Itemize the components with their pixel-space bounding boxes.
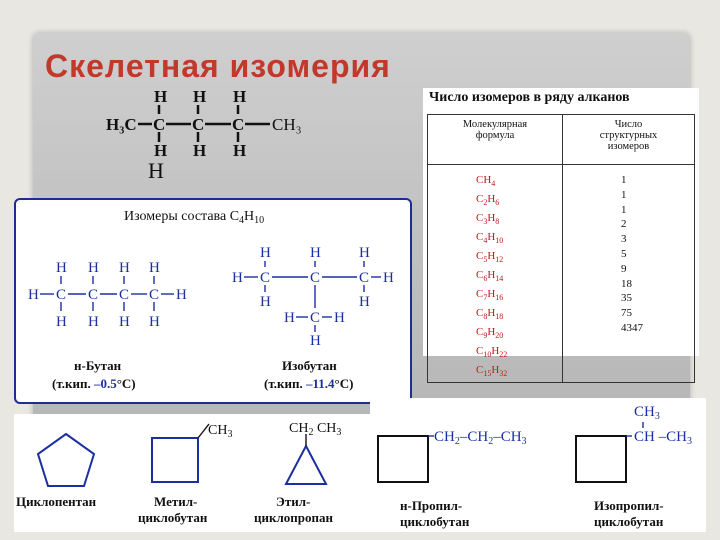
svg-text:C: C <box>119 287 130 303</box>
svg-text:H: H <box>359 245 370 261</box>
methylcyclobutane-label-1: Метил- <box>154 494 198 509</box>
svg-text:H: H <box>334 310 345 326</box>
svg-text:H: H <box>56 314 67 330</box>
cycloalkanes-panel-1 <box>14 414 370 532</box>
svg-text:H: H <box>149 260 160 276</box>
isopropyl-ch3-top: $CH_3$ <box>634 404 660 422</box>
c4h10-isomers-panel <box>14 198 412 404</box>
propylcyclobutane-ring <box>378 436 428 482</box>
formula-cell: $C_9H_{20}$ <box>476 325 504 341</box>
formula-cell: $C_{10}H_{22}$ <box>476 344 508 360</box>
formula-cell: $C_8H_{18}$ <box>476 306 504 322</box>
svg-text:C: C <box>56 287 67 303</box>
formula-cell: $C_6H_{14}$ <box>476 268 504 284</box>
isopropylcyclobutane-ring <box>576 436 626 482</box>
propane-formula <box>100 84 340 184</box>
svg-text:H: H <box>176 287 187 303</box>
c4h10-isomers-drawing <box>16 200 410 402</box>
n-butane-name: н-Бутан <box>74 358 122 373</box>
n-butane-bottom-h <box>56 314 160 330</box>
svg-text:H: H <box>260 245 271 261</box>
propane-h-bottom-1: H <box>154 141 168 160</box>
methylcyclobutane-label-2: циклобутан <box>138 510 208 525</box>
propane-h-top-2: H <box>193 87 207 106</box>
propylcyclobutane-label-2: циклобутан <box>400 514 470 529</box>
svg-text:H: H <box>88 314 99 330</box>
propane-h-top-1: H <box>154 87 168 106</box>
cycloalkanes-drawing-2 <box>370 398 706 532</box>
propane-carbon-3: C <box>232 115 245 134</box>
formula-cell: $C_5H_{12}$ <box>476 249 504 265</box>
isobutane-name: Изобутан <box>282 358 337 373</box>
isomer-count-table <box>427 114 695 383</box>
propane-right-group: CH₃ <box>272 115 302 134</box>
isopropyl-chain: CH $-CH_3$ <box>634 429 692 447</box>
formula-cell: $C_7H_{16}$ <box>476 287 504 303</box>
count-cell: 2 <box>621 218 627 231</box>
isobutane-structure <box>232 245 394 349</box>
propane-carbon-2: C <box>192 115 205 134</box>
propane-h-top-3: H <box>233 87 247 106</box>
n-butane-bp: (т.кип. –0.5°С) <box>52 376 136 391</box>
propane-h-bottom-2: H <box>193 141 207 160</box>
slide-title: Скелетная изомерия <box>45 48 391 84</box>
ethylcyclopropane-label-2: циклопропан <box>254 510 333 525</box>
n-butane-main-chain <box>28 287 187 303</box>
svg-text:H: H <box>119 260 130 276</box>
count-cell: 9 <box>621 262 627 275</box>
svg-text:C: C <box>149 287 160 303</box>
formula-cell: $CH_4$ <box>476 174 496 189</box>
isomer-table-title: Число изомеров в ряду алканов <box>429 90 630 105</box>
svg-text:H: H <box>88 260 99 276</box>
propane-carbon-1: C <box>153 115 166 134</box>
svg-text:H: H <box>310 333 321 349</box>
svg-text:H: H <box>119 314 130 330</box>
ethylcyclopropane-label-1: Этил- <box>276 494 311 509</box>
svg-text:H: H <box>260 294 271 310</box>
methylcyclobutane-ring <box>152 438 198 482</box>
cycloalkanes-panel-2 <box>370 398 706 532</box>
count-cell: 5 <box>621 247 627 260</box>
cyclopentane-label: Циклопентан <box>16 494 97 509</box>
count-cell: 1 <box>621 174 627 186</box>
n-butane-structure <box>28 260 187 330</box>
count-cell: 18 <box>621 277 632 290</box>
isopropylcyclobutane-label-1: Изопропил- <box>594 498 664 513</box>
svg-text:H: H <box>28 287 39 303</box>
svg-text:H: H <box>310 245 321 261</box>
svg-text:C: C <box>310 310 321 326</box>
svg-text:H: H <box>383 270 394 286</box>
svg-text:C: C <box>88 287 99 303</box>
cycloalkanes-drawing-1 <box>14 414 370 532</box>
propane-h-bottom-3: H <box>233 141 247 160</box>
methyl-ch3: $CH_3$ <box>208 423 233 440</box>
svg-text:H: H <box>284 310 295 326</box>
formula-column <box>428 165 563 383</box>
count-cell: 75 <box>621 307 632 320</box>
svg-text:C: C <box>310 270 321 286</box>
svg-text:H: H <box>359 294 370 310</box>
count-cell: 4347 <box>621 321 643 334</box>
propyl-chain: $CH_2-CH_2-CH_3$ <box>434 429 527 447</box>
n-butane-top-h <box>56 260 160 276</box>
formula-cell: $C_{15}H_{32}$ <box>476 363 508 379</box>
svg-text:C: C <box>260 270 271 286</box>
svg-text:C: C <box>359 270 370 286</box>
isomer-count-table-panel <box>423 88 699 379</box>
isopropylcyclobutane-label-2: циклобутан <box>594 514 664 529</box>
cyclopentane-ring <box>38 434 94 486</box>
count-cell: 3 <box>621 233 627 246</box>
formula-cell: $C_4H_{10}$ <box>476 230 504 246</box>
c4-panel-title: Изомеры состава $С_4Н_{10}$ <box>124 209 265 226</box>
count-cell: 1 <box>621 188 627 201</box>
svg-text:H: H <box>56 260 67 276</box>
count-column <box>563 165 695 383</box>
propane-h-extra: H <box>148 158 164 183</box>
ethylcyclopropane-ring <box>286 446 326 484</box>
col-header-count: Число структурных изомеров <box>563 115 695 165</box>
propane-left-group: H₃C <box>106 115 137 134</box>
formula-cell: $C_3H_8$ <box>476 211 500 227</box>
propylcyclobutane-label-1: н-Пропил- <box>400 498 463 513</box>
svg-text:H: H <box>232 270 243 286</box>
isobutane-bp: (т.кип. –11.4°С) <box>264 376 354 391</box>
svg-text:H: H <box>149 314 160 330</box>
ethyl-ch2ch3: $CH_2$ $CH_3$ <box>289 421 342 438</box>
col-header-formula: Молекулярная формула <box>428 115 563 165</box>
count-cell: 35 <box>621 292 632 305</box>
formula-cell: $C_2H_6$ <box>476 192 500 208</box>
count-cell: 1 <box>621 203 627 216</box>
